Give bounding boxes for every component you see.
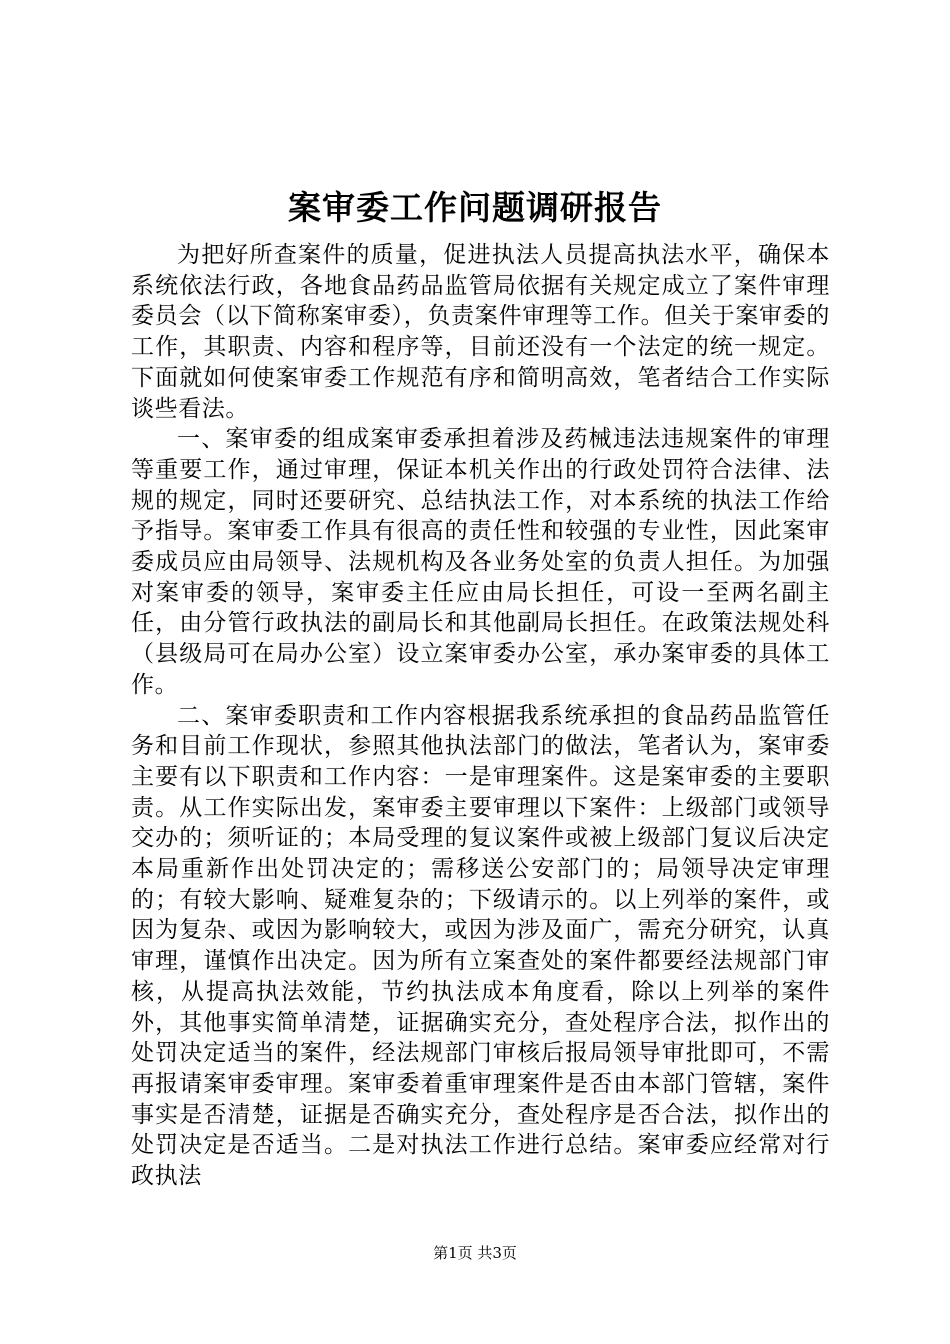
paragraph-duties: 二、案审委职责和工作内容根据我系统承担的食品药品监管任务和目前工作现状，参照其他执法部门的做法，笔者认为，案审委主要有以下职责和工作内容：一是审理案件。这是案审委的主要职责。从工作实际出发，案审委主要审理以下案件：上级部门或领导交办的；须听证的；本局受理的复议案件或被上级部门复议后决定本局重新作出处罚决定的；需移送公安部门的；局领导决定审理的；有较大影响、疑难复杂的；下级请示的。以上列举的案件，或因为复杂、或因为影响较大，或因为涉及面广，需充分研究，认真审理，谨慎作出决定。因为所有立案查处的案件都要经法规部门审核，从提高执法效能，节约执法成本角度看，除以上列举的案件外，其他事实简单清楚，证据确实充分，查处程序合法，拟作出的处罚决定适当的案件，经法规部门审核后报局领导审批即可，不需再报请案审委审理。案审委着重审理案件是否由本部门管辖，案件事实是否清楚，证据是否确实充分，查处程序是否合法，拟作出的处罚决定是否适当。二是对执法工作进行总结。案审委应经常对行政执法	[131, 702, 830, 1190]
page-footer: 第1页 共3页	[433, 1244, 517, 1262]
document-body	[131, 240, 830, 1192]
paragraph-intro: 为把好所查案件的质量，促进执法人员提高执法水平，确保本系统依法行政，各地食品药品监管局依据有关规定成立了案件审理委员会（以下简称案审委），负责案件审理等工作。但关于案审委的工作，其职责、内容和程序等，目前还没有一个法定的统一规定。下面就如何使案审委工作规范有序和简明高效，笔者结合工作实际谈些看法。	[131, 242, 830, 422]
document-title: 案审委工作问题调研报告	[288, 188, 662, 227]
paragraph-composition: 一、案审委的组成案审委承担着涉及药械违法违规案件的审理等重要工作，通过审理，保证本机关作出的行政处罚符合法律、法规的规定，同时还要研究、总结执法工作，对本系统的执法工作给予指导。案审委工作具有很高的责任性和较强的专业性，因此案审委成员应由局领导、法规机构及各业务处室的负责人担任。为加强对案审委的领导，案审委主任应由局长担任，可设一至两名副主任，由分管行政执法的副局长和其他副局长担任。在政策法规处科（县级局可在局办公室）设立案审委办公室，承办案审委的具体工作。	[131, 426, 830, 698]
